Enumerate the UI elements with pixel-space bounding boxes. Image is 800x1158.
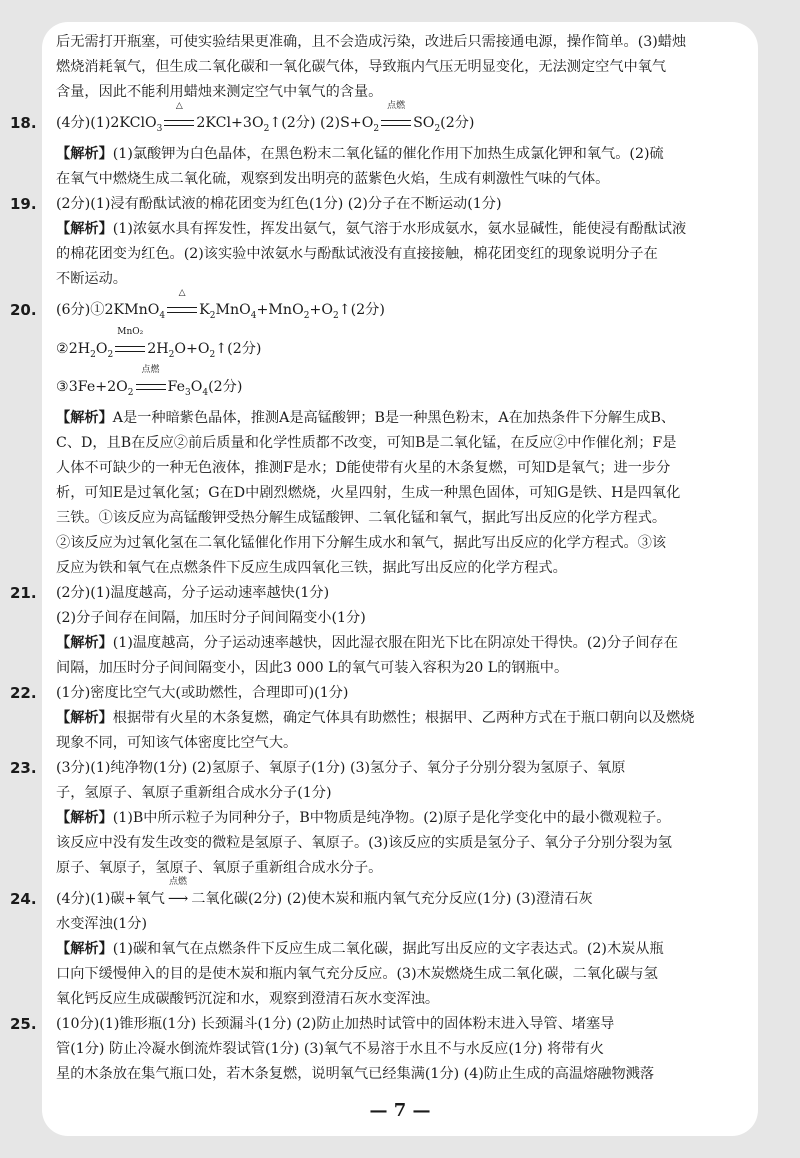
analysis-line: 氧化钙反应生成碳酸钙沉淀和水，观察到澄清石灰水变浑浊。 [56,991,440,1008]
equation-line: $③3Fe+2O_2$ 点燃 $Fe_3O_4(2$分) [56,375,696,406]
heat-condition: △ [164,111,194,136]
analysis-line: 口向下缓慢伸入的目的是使木炭和瓶内氧气充分反应。(3)木炭燃烧生成二氧化碳，二氧化碳与氢 [56,966,658,983]
analysis-line: 【解析】(1)碳和氧气在点燃条件下反应生成二氧化碳，据此写出反应的文字表达式。(2)木炭从瓶 [56,941,664,958]
analysis-line: 原子、氧原子，氢原子、氧原子重新组合成水分子。 [56,860,383,877]
equation-line: (6分)①2KMnO$_4$ △ $K_2MnO_4+MnO_2+O_2↑(2$分) [56,298,696,329]
answer-line: (1分)密度比空气大(或助燃性，合理即可)(1分) [56,685,349,702]
answer-content [10,30,696,1087]
question-number: 23. [10,759,37,778]
question-25 [10,1012,696,1037]
ignite-condition: 点燃 [381,111,411,136]
question-number: 25. [10,1015,37,1034]
answer-line: (2)分子间存在间隔，加压时分子间间隔变小(1分) [56,610,366,627]
analysis-line: C、D，且B在反应②前后质量和化学性质都不改变，可知B是二氧化锰，在反应②中作催化剂；F是 [56,435,677,452]
page-number: — 7 — [369,1100,431,1121]
analysis-line: 【解析】A是一种暗紫色晶体，推测A是高锰酸钾；B是一种黑色粉末，A在加热条件下分解生成B、 [56,410,676,427]
analysis-line: 析，可知E是过氧化氢；G在D中剧烈燃烧，火星四射，生成一种黑色固体，可知G是铁、H是四氧化 [56,485,681,502]
analysis-line: 在氧气中燃烧生成二氧化硫，观察到发出明亮的蓝紫色火焰，生成有刺激性气味的气体。 [56,170,610,187]
analysis-line: ②该反应为过氧化氢在二氧化锰催化作用下分解生成水和氧气，据此写出反应的化学方程式。③该 [56,535,667,552]
catalyst-condition: MnO₂ [115,337,145,362]
answer-line: (2分)(1)温度越高，分子运动速率越快(1分) [56,585,330,602]
analysis-line: 间隔，加压时分子间间隔变小，因此3 000 L的氧气可装入容积为20 L的钢瓶中。 [56,660,569,677]
answer-line: 水变浑浊(1分) [56,916,148,933]
answer-line: 子，氢原子、氧原子重新组合成水分子(1分) [56,785,332,802]
question-number: 19. [10,194,37,213]
question-24 [10,877,696,912]
answer-line: (4分)(1)2KClO$_3$ △ $2KCl+3O_2↑(2$分) $(2)S+O_2$ 点燃 $SO_2(2$分) [56,111,696,142]
question-22 [10,681,696,706]
answer-line: (10分)(1)锥形瓶(1分) 长颈漏斗(1分) (2)防止加热时试管中的固体粉末进入导管、堵塞导 [56,1016,615,1033]
analysis-line: 【解析】(1)B中所示粒子为同种分子，B中物质是纯净物。(2)原子是化学变化中的最小微观粒子。 [56,810,671,827]
answer-line: (2分)(1)浸有酚酞试液的棉花团变为红色(1分) (2)分子在不断运动(1分) [56,195,502,212]
analysis-line: 三铁。①该反应为高锰酸钾受热分解生成锰酸钾、二氧化锰和氧气，据此写出反应的化学方程式。 [56,510,667,527]
analysis-line: 的棉花团变为红色。(2)该实验中浓氨水与酚酞试液没有直接接触，棉花团变红的现象说明分子在 [56,245,658,262]
analysis-line: 该反应中没有发生改变的微粒是氢原子、氧原子。(3)该反应的实质是氢分子、氧分子分别分裂为氢 [56,835,672,852]
ignite-arrow: 点燃 ⟶ [167,877,189,908]
analysis-line: 【解析】根据带有火星的木条复燃，确定气体具有助燃性；根据甲、乙两种方式在于瓶口朝向以及燃烧 [56,710,695,727]
analysis-line: 【解析】(1)浓氨水具有挥发性，挥发出氨气，氨气溶于水形成氨水，氨水显碱性，能使浸有酚酞试液 [56,220,687,237]
question-18 [10,101,696,192]
equation-line: $②2H_2O_2$ MnO₂ $2H_2O+O_2↑(2$分) [56,337,696,368]
analysis-line: 现象不同，可知该气体密度比空气大。 [56,735,298,752]
intro-line: 燃烧消耗氧气，但生成二氧化碳和一氧化碳气体，导致瓶内气压无明显变化，无法测定空气中氧气 [56,59,667,75]
analysis-line: 不断运动。 [56,270,127,287]
answer-line: (3分)(1)纯净物(1分) (2)氢原子、氧原子(1分) (3)氢分子、氧分子分别分裂为氢原子、氧原 [56,760,626,777]
analysis-line: 【解析】(1)温度越高，分子运动速率越快，因此湿衣服在阳光下比在阴凉处干得快。(2)分子间存在 [56,635,678,652]
question-19 [10,192,696,292]
question-number: 24. [10,890,37,909]
heat-condition: △ [167,298,197,323]
question-23 [10,756,696,781]
question-number: 21. [10,584,37,603]
analysis-line: 反应为铁和氧气在点燃条件下反应生成四氧化三铁，据此写出反应的化学方程式。 [56,560,567,577]
intro-line: 含量，因此不能利用蜡烛来测定空气中氧气的含量。 [56,84,383,100]
question-20 [10,287,696,329]
answer-line: (4分)(1)碳+氧气 点燃 ⟶ 二氧化碳(2分) (2)使木炭和瓶内氧气充分反应(1分) (3)澄清石灰 [56,887,696,912]
ignite-condition: 点燃 [136,375,166,400]
analysis-line: 人体不可缺少的一种无色液体，推测F是水；D能使带有火星的木条复燃，可知D是氧气；进一步分 [56,460,671,477]
question-number: 22. [10,684,37,703]
question-number: 20. [10,300,37,319]
question-21 [10,581,696,606]
answer-line: 星的木条放在集气瓶口处，若木条复燃，说明氧气已经集满(1分) (4)防止生成的高温熔融物溅落 [56,1066,655,1083]
question-number: 18. [10,114,37,132]
answer-line: 管(1分) 防止冷凝水倒流炸裂试管(1分) (3)氧气不易溶于水且不与水反应(1分) 将带有火 [56,1041,604,1058]
intro-line: 后无需打开瓶塞，可使实验结果更准确，且不会造成污染，改进后只需接通电源，操作简单。(3)蜡烛 [56,34,687,50]
analysis-line: 【解析】(1)氯酸钾为白色晶体，在黑色粉末二氧化锰的催化作用下加热生成氯化钾和氧气。(2)硫 [56,145,664,162]
